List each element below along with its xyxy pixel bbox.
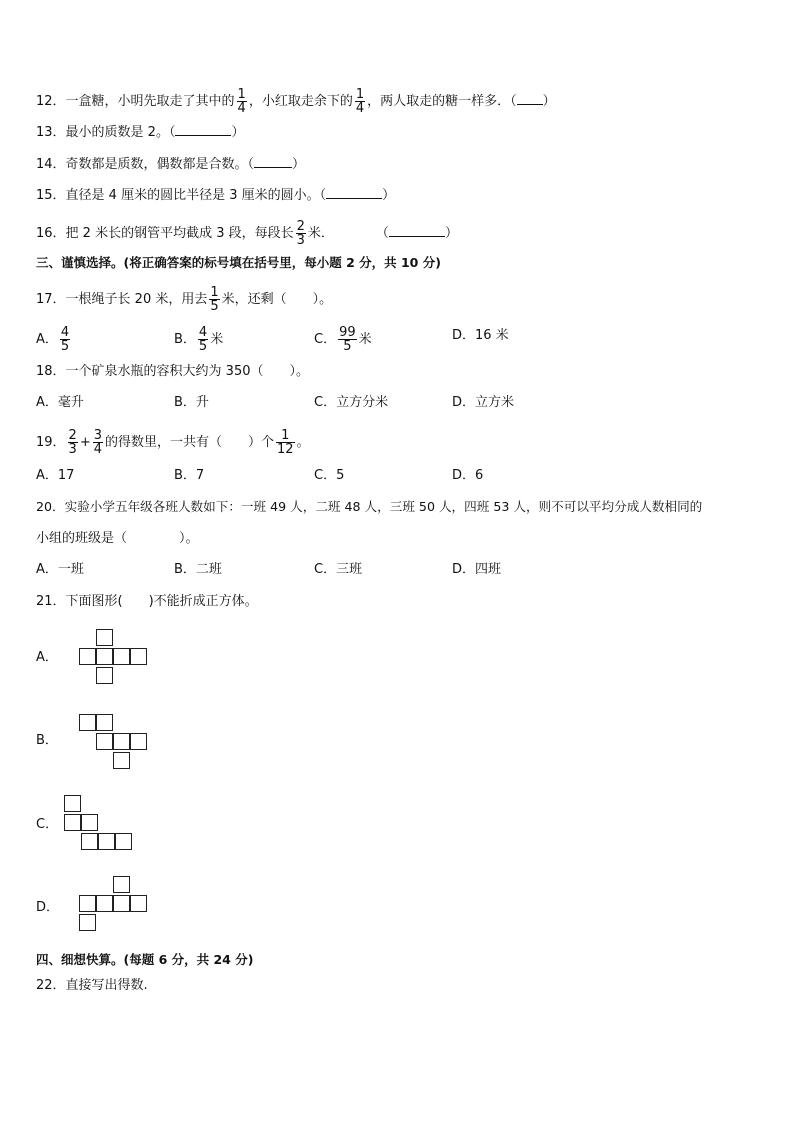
option-b[interactable]: B． $\frac{4}{5}$ 米 [174, 325, 224, 354]
option-b[interactable]: B．升 [174, 395, 209, 410]
option-a[interactable]: A．17 [36, 468, 75, 483]
option-c[interactable]: C．立方分米 [314, 395, 389, 410]
option-c[interactable]: C．三班 [314, 562, 363, 577]
option-a[interactable]: A． $\frac{4}{5}$ [36, 325, 70, 354]
question-17: 17．一根绳子长 20 米，用去 $\frac{1}{5}$ 米，还剩（ ）。 [36, 285, 333, 314]
question-19: 19． $\frac{2}{3}$ + $\frac{3}{4}$ 的得数里，一共有（ ）个 $\frac{1}{12}$ 。 [36, 428, 310, 457]
question-12: 12．一盒糖，小明先取走了其中的 $\frac{1}{4}$ ，小红取走余下的 $\frac{1}{4}$ ，两人取走的糖一样多．（ ） [36, 87, 556, 116]
answer-blank[interactable] [254, 155, 292, 168]
option-c[interactable]: C． $\frac{99}{5}$ 米 [314, 325, 372, 354]
section-heading: 三、谨慎选择。(将正确答案的标号填在括号里，每小题 2 分，共 10 分) [36, 255, 441, 270]
option-a-label[interactable]: A． [36, 650, 58, 665]
answer-blank[interactable] [175, 123, 231, 136]
option-d[interactable]: D．四班 [452, 562, 502, 577]
answer-blank[interactable] [517, 92, 543, 105]
fraction: $\frac{1}{4}$ [355, 87, 365, 116]
question-20-cont: 小组的班级是（ ）。 [36, 531, 199, 546]
option-b[interactable]: B．7 [174, 468, 205, 483]
question-21: 21．下面图形( )不能折成正方体。 [36, 594, 258, 609]
option-a[interactable]: A．毫升 [36, 395, 84, 410]
question-16: 16．把 2 米长的钢管平均截成 3 段，每段长 $\frac{2}{3}$ 米． （ ） [36, 219, 458, 248]
option-c[interactable]: C．5 [314, 468, 345, 483]
question-20: 20．实验小学五年级各班人数如下：一班 49 人，二班 48 人，三班 50 人，四班 53 人，则不可以平均分成人数相同的 [36, 499, 703, 514]
option-d[interactable]: D．16 米 [452, 328, 509, 343]
fraction: $\frac{1}{5}$ [210, 285, 219, 314]
answer-blank[interactable] [389, 224, 445, 237]
answer-blank[interactable] [326, 186, 382, 199]
question-18: 18．一个矿泉水瓶的容积大约为 350（ ）。 [36, 364, 309, 379]
option-b[interactable]: B．二班 [174, 562, 222, 577]
section-heading: 四、细想快算。(每题 6 分，共 24 分) [36, 952, 254, 967]
option-d-label[interactable]: D． [36, 900, 60, 915]
option-b-label[interactable]: B． [36, 733, 58, 748]
fraction: $\frac{2}{3}$ [296, 219, 305, 248]
option-d[interactable]: D．立方米 [452, 395, 515, 410]
question-13: 13．最小的质数是 2。（ ） [36, 125, 245, 140]
option-a[interactable]: A．一班 [36, 562, 84, 577]
question-14: 14．奇数都是质数，偶数都是合数。（ ） [36, 157, 306, 172]
fraction: $\frac{1}{4}$ [237, 87, 246, 116]
option-d[interactable]: D．6 [452, 468, 484, 483]
question-15: 15．直径是 4 厘米的圆比半径是 3 厘米的圆小。（ ） [36, 188, 396, 203]
option-c-label[interactable]: C． [36, 817, 59, 832]
question-22: 22．直接写出得数. [36, 978, 148, 993]
